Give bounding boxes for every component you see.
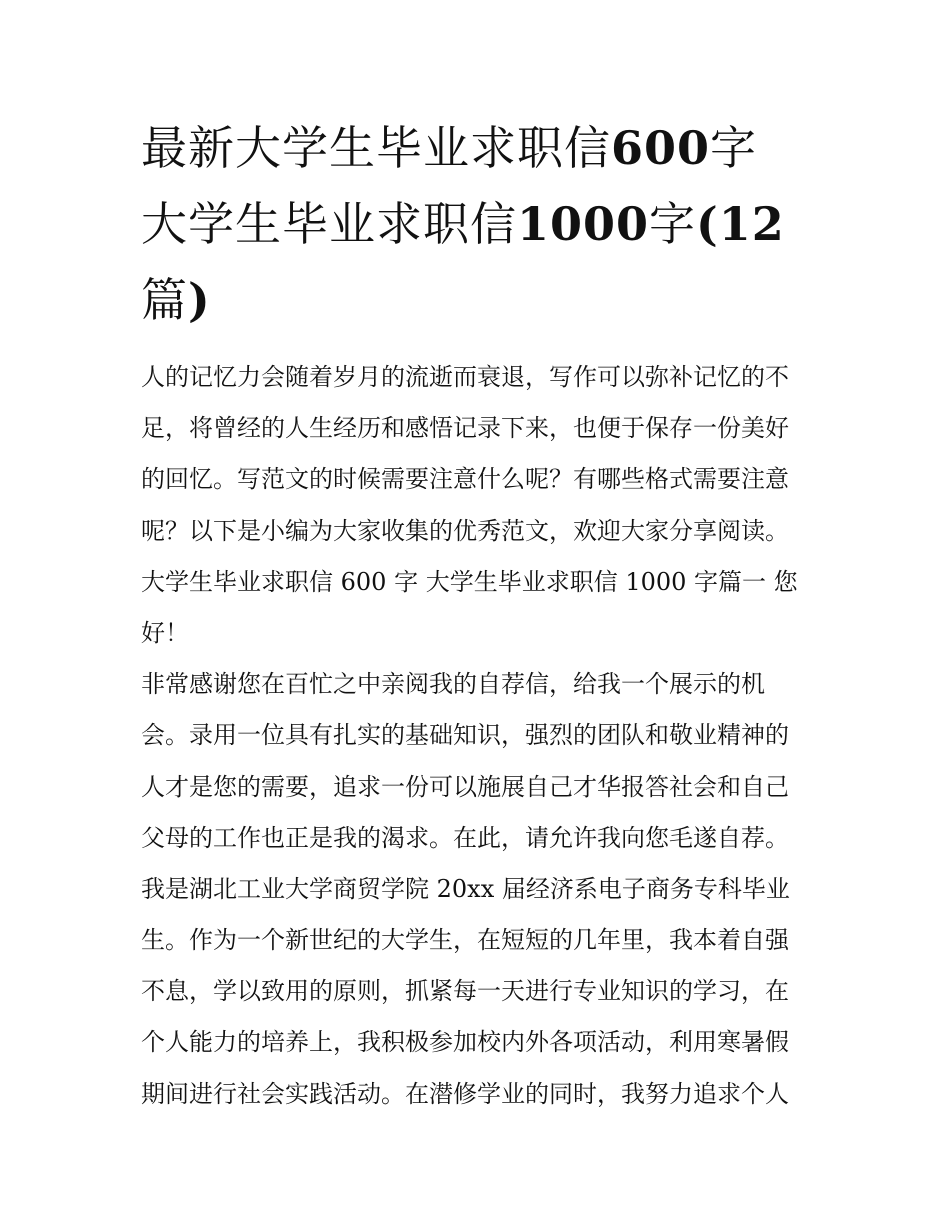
body-line: 不息，学以致用的原则，抓紧每一天进行专业知识的学习，在 xyxy=(141,977,789,1006)
document-body xyxy=(141,352,821,1120)
body-line: 会。录用一位具有扎实的基础知识，强烈的团队和敬业精神的 xyxy=(141,721,789,750)
body-line: 非常感谢您在百忙之中亲阅我的自荐信，给我一个展示的机 xyxy=(141,670,765,699)
body-line: 的回忆。写范文的时候需要注意什么呢？有哪些格式需要注意 xyxy=(141,465,789,494)
title-line-1: 最新大学生毕业求职信600字 xyxy=(141,121,758,175)
body-line: 大学生毕业求职信 600 字 大学生毕业求职信 1000 字篇一 您 xyxy=(141,567,798,596)
body-line: 生。作为一个新世纪的大学生，在短短的几年里，我本着自强 xyxy=(141,926,789,955)
document-title xyxy=(141,110,821,338)
title-line-2: 大学生毕业求职信1000字(12 xyxy=(141,197,785,251)
body-line: 呢？以下是小编为大家收集的优秀范文，欢迎大家分享阅读。 xyxy=(141,516,789,545)
body-line: 足，将曾经的人生经历和感悟记录下来，也便于保存一份美好 xyxy=(141,414,789,443)
body-line: 父母的工作也正是我的渴求。在此，请允许我向您毛遂自荐。 xyxy=(141,823,789,852)
body-line: 人才是您的需要，追求一份可以施展自己才华报答社会和自己 xyxy=(141,772,789,801)
body-line: 好！ xyxy=(141,618,189,647)
body-line: 期间进行社会实践活动。在潜修学业的同时，我努力追求个人 xyxy=(141,1079,789,1108)
body-line: 人的记忆力会随着岁月的流逝而衰退，写作可以弥补记忆的不 xyxy=(141,363,789,391)
title-line-3: 篇) xyxy=(141,273,211,327)
body-line: 个人能力的培养上，我积极参加校内外各项活动，利用寒暑假 xyxy=(141,1028,789,1057)
body-line: 我是湖北工业大学商贸学院 20xx 届经济系电子商务专科毕业 xyxy=(141,874,790,903)
